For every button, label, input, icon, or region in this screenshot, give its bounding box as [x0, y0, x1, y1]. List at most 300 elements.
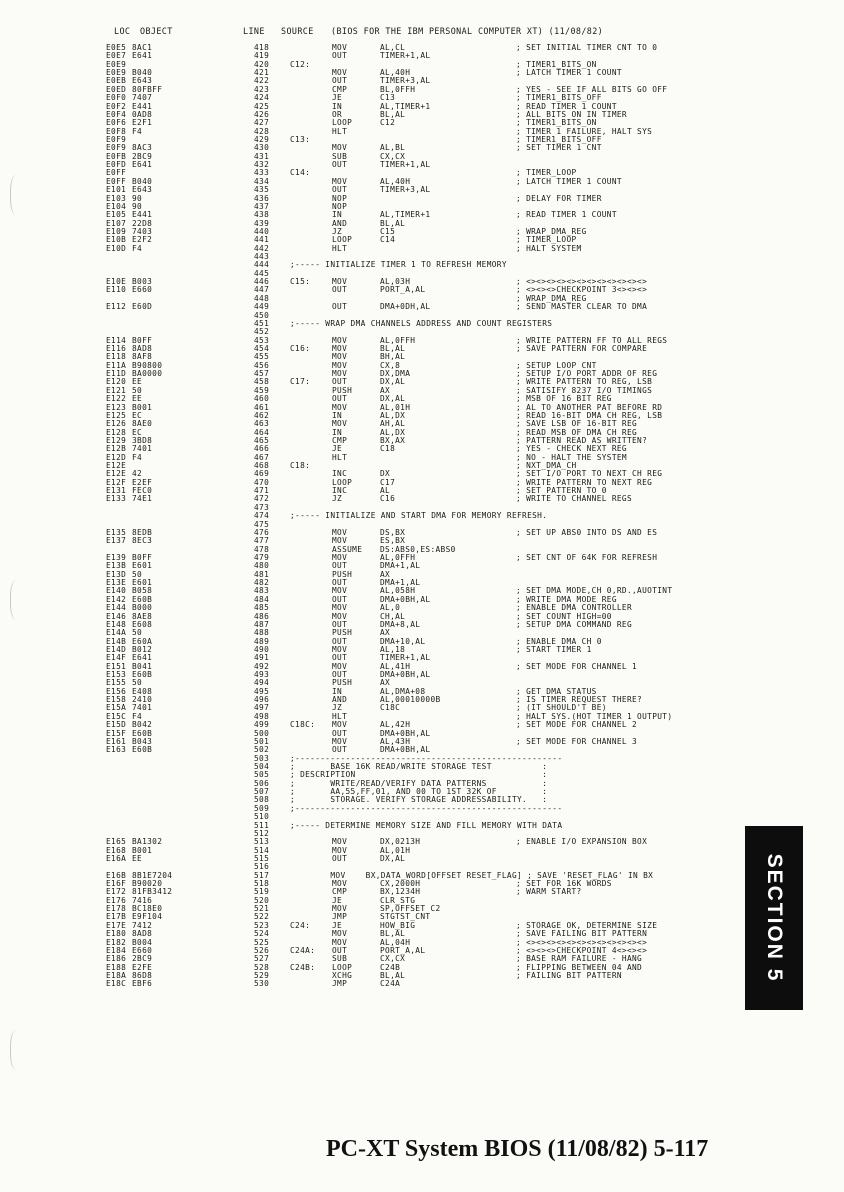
object-code-cell: 90 [132, 193, 143, 203]
mnemonic-cell: SUB [332, 151, 348, 161]
location-cell: E114 [106, 335, 127, 345]
location-cell: E140 [106, 586, 127, 596]
location-cell: E15F [106, 728, 127, 738]
comment-cell: ; SETUP DMA COMMAND REG [516, 619, 633, 629]
line-number-cell: 452 [254, 327, 270, 337]
object-code-cell: 7407 [132, 93, 153, 103]
mnemonic-cell: LOOP [332, 962, 353, 972]
mnemonic-cell: OUT [332, 302, 348, 312]
line-number-cell: 457 [254, 369, 270, 378]
comment-cell: ; SET I/O PORT TO NEXT CH REG [516, 469, 663, 479]
mnemonic-cell: MOV [332, 904, 348, 914]
mnemonic-cell: MOV [332, 586, 348, 596]
mnemonic-cell: MOV [332, 43, 348, 52]
mnemonic-cell: ASSUME [332, 544, 363, 554]
line-number-cell: 489 [254, 636, 270, 646]
operand-cell: AL,40H [380, 68, 411, 78]
location-cell: E0F0 [106, 93, 127, 103]
line-number-cell: 513 [254, 837, 270, 847]
line-number-cell: 477 [254, 536, 270, 546]
location-cell: E107 [106, 218, 127, 228]
comment-cell: ; READ MSB OF DMA CH REG [516, 427, 638, 437]
operand-cell: CH,AL [380, 611, 406, 621]
object-code-cell: EC [132, 410, 143, 420]
comment-cell: ; LATCH TIMER 1 COUNT [516, 176, 622, 186]
location-cell: E0E9 [106, 68, 127, 78]
operand-cell: AL,0FFH [380, 553, 416, 562]
section-tab [745, 826, 803, 1010]
line-number-cell: 439 [254, 218, 270, 228]
line-number-cell: 516 [254, 862, 270, 872]
line-number-cell: 427 [254, 118, 270, 128]
mnemonic-cell: OUT [332, 51, 348, 61]
line-number-cell: 469 [254, 469, 270, 479]
comment-cell: ; <><><><><><><><><><><><> [516, 277, 648, 287]
mnemonic-cell: JZ [332, 703, 343, 713]
object-code-cell: E441 [132, 101, 153, 111]
object-code-cell: E60B [132, 728, 153, 738]
comment-cell: ; WRITE PATTERN FF TO ALL REGS [516, 335, 668, 345]
comment-cell: ; SAVE LSB OF 16-BIT REG [516, 419, 638, 429]
comment-cell: ; READ 16-BIT DMA CH REG, LSB [516, 410, 663, 420]
line-number-cell: 433 [254, 168, 270, 178]
operand-cell: PORT_A,AL [380, 285, 426, 295]
line-number-cell: 528 [254, 962, 270, 972]
object-code-cell: E60B [132, 745, 153, 755]
line-number-cell: 456 [254, 360, 270, 370]
comment-cell: ; <><><>CHECKPOINT 3<><><> [516, 285, 648, 295]
line-number-cell: 496 [254, 695, 270, 705]
mnemonic-cell: JE [332, 920, 343, 930]
mnemonic-cell: MOV [332, 527, 348, 537]
line-number-cell: 508 [254, 795, 270, 805]
comment-cell: ; SETUP LOOP CNT [516, 360, 597, 370]
line-number-cell: 517 [254, 870, 270, 880]
line-number-cell: 462 [254, 410, 270, 420]
location-cell: E14D [106, 644, 127, 654]
object-code-cell: B043 [132, 736, 153, 746]
location-cell: E12B [106, 444, 127, 454]
source-text-cell: ;----- DETERMINE MEMORY SIZE AND FILL MEMORY WITH DATA [290, 820, 563, 830]
line-number-cell: 473 [254, 502, 270, 512]
object-code-cell: 0AD8 [132, 109, 153, 119]
object-code-cell: BC18E0 [132, 904, 163, 914]
line-number-cell: 485 [254, 603, 270, 613]
mnemonic-cell: MOV [332, 720, 348, 730]
label-cell: C24B: [290, 962, 316, 972]
mnemonic-cell: OUT [332, 853, 348, 863]
operand-cell: AL,43H [380, 736, 411, 746]
location-cell: E101 [106, 185, 127, 195]
comment-cell: ; SET MODE FOR CHANNEL 2 [516, 720, 638, 730]
mnemonic-cell: MOV [332, 68, 348, 78]
line-number-cell: 425 [254, 101, 270, 111]
comment-cell: ; SAVE PATTERN FOR COMPARE [516, 344, 648, 353]
object-code-cell: EBF6 [132, 979, 153, 989]
operand-cell: CX,8 [380, 360, 401, 370]
mnemonic-cell: OUT [332, 160, 348, 169]
line-number-cell: 434 [254, 176, 270, 186]
operand-cell: HOW_BIG [380, 920, 416, 930]
location-cell: E10D [106, 243, 127, 253]
mnemonic-cell: IN [332, 410, 343, 420]
object-code-cell: F4 [132, 126, 143, 136]
line-number-cell: 441 [254, 235, 270, 245]
operand-cell: DMA+10,AL [380, 636, 426, 646]
mnemonic-cell: AND [332, 695, 348, 705]
mnemonic-cell: IN [332, 101, 343, 111]
operand-cell: C18 [380, 444, 396, 454]
location-cell: E120 [106, 377, 127, 387]
object-code-cell: 80FBFF [132, 84, 163, 94]
mnemonic-cell: MOV [332, 360, 348, 370]
line-number-cell: 525 [254, 937, 270, 947]
mnemonic-cell: MOV [332, 929, 348, 939]
object-code-cell: B004 [132, 937, 153, 947]
location-cell: E142 [106, 594, 127, 604]
comment-cell: ; PATTERN READ AS WRITTEN? [516, 435, 648, 445]
column-header-object: OBJECT [140, 26, 173, 36]
location-cell: E12E [106, 469, 127, 479]
location-cell: E14F [106, 653, 127, 663]
line-number-cell: 519 [254, 887, 270, 897]
source-text-cell: ;----- INITIALIZE TIMER 1 TO REFRESH MEMORY [290, 260, 507, 270]
line-number-cell: 509 [254, 803, 270, 813]
object-code-cell: EE [132, 394, 143, 404]
line-number-cell: 497 [254, 703, 270, 713]
object-code-cell: EE [132, 377, 143, 387]
label-cell: C24: [290, 920, 311, 930]
source-text-cell: ;----- WRAP DMA CHANNELS ADDRESS AND COUNT REGISTERS [290, 318, 553, 328]
line-number-cell: 523 [254, 920, 270, 930]
object-code-cell: F4 [132, 711, 143, 721]
object-code-cell: 7401 [132, 703, 153, 713]
line-number-cell: 480 [254, 561, 270, 571]
location-cell: E151 [106, 661, 127, 671]
mnemonic-cell: MOV [332, 879, 348, 888]
location-cell: E165 [106, 837, 127, 847]
location-cell: E155 [106, 678, 127, 688]
section-tab-label: SECTION 5 [763, 853, 786, 983]
location-cell: E13E [106, 578, 127, 587]
operand-cell: TIMER+3,AL [380, 185, 431, 195]
line-number-cell: 510 [254, 812, 270, 822]
object-code-cell: B041 [132, 661, 153, 671]
mnemonic-cell: OUT [332, 578, 348, 587]
line-number-cell: 499 [254, 720, 270, 730]
location-cell: E0FD [106, 160, 127, 169]
comment-cell: ; TIMER1_BITS_OFF [516, 135, 602, 144]
mnemonic-cell: OUT [332, 619, 348, 629]
object-code-cell: B040 [132, 68, 153, 78]
line-number-cell: 459 [254, 385, 270, 395]
line-number-cell: 430 [254, 143, 270, 153]
line-number-cell: 451 [254, 318, 270, 328]
operand-cell: DMA+1,AL [380, 561, 421, 571]
location-cell: E0ED [106, 84, 127, 94]
comment-cell: ; TIMER_LOOP [516, 235, 577, 245]
location-cell: E15A [106, 703, 127, 713]
line-number-cell: 464 [254, 427, 270, 437]
object-code-cell: 50 [132, 569, 143, 579]
location-cell: E133 [106, 494, 127, 504]
location-cell: E156 [106, 686, 127, 696]
mnemonic-cell: SUB [332, 954, 348, 964]
object-code-cell: E2EF [132, 477, 153, 487]
location-cell: E12F [106, 477, 127, 487]
operand-cell: AL,03H [380, 277, 411, 287]
comment-cell: ; SET MODE FOR CHANNEL 1 [516, 661, 638, 671]
label-cell: C16: [290, 344, 311, 353]
object-code-cell: 2BC9 [132, 151, 153, 161]
mnemonic-cell: XCHG [332, 971, 353, 980]
location-cell: E10E [106, 277, 127, 287]
line-number-cell: 471 [254, 486, 270, 496]
mnemonic-cell: JZ [332, 226, 343, 236]
mnemonic-cell: MOV [332, 352, 348, 362]
mnemonic-cell: OUT [332, 636, 348, 646]
line-number-cell: 488 [254, 628, 270, 638]
mnemonic-cell: JE [332, 93, 343, 103]
line-number-cell: 423 [254, 84, 270, 94]
mnemonic-cell: MOV [332, 344, 348, 353]
operand-cell: AL,058H [380, 586, 416, 596]
operand-cell: C16 [380, 494, 396, 504]
object-code-cell: E601 [132, 578, 153, 587]
line-number-cell: 475 [254, 519, 270, 529]
operand-cell: BX,AX [380, 435, 406, 445]
comment-cell: ; ENABLE DMA CH 0 [516, 636, 602, 646]
object-code-cell: EE [132, 853, 143, 863]
comment-cell: ; TIMER1_BITS_ON [516, 59, 597, 69]
line-number-cell: 484 [254, 594, 270, 604]
location-cell: E118 [106, 352, 127, 362]
mnemonic-cell: CMP [332, 887, 348, 897]
line-number-cell: 465 [254, 435, 270, 445]
line-number-cell: 435 [254, 185, 270, 195]
mnemonic-cell: AND [332, 218, 348, 228]
location-cell: E135 [106, 527, 127, 537]
source-text-cell: ;----------------------------------------------------- [290, 753, 563, 763]
line-number-cell: 428 [254, 126, 270, 136]
mnemonic-cell: MOV [332, 277, 348, 287]
mnemonic-cell: MOV [332, 611, 348, 621]
comment-cell: ; READ TIMER 1 COUNT [516, 210, 617, 220]
comment-cell: ; ENABLE I/O EXPANSION BOX [516, 837, 648, 847]
mnemonic-cell: OUT [332, 728, 348, 738]
label-cell: C14: [290, 168, 311, 178]
scan-mark [10, 1030, 25, 1070]
object-code-cell: 7403 [132, 226, 153, 236]
object-code-cell: BA0000 [132, 369, 163, 378]
object-code-cell: B040 [132, 176, 153, 186]
location-cell: E0F9 [106, 135, 127, 144]
mnemonic-cell: PUSH [332, 569, 353, 579]
label-cell: C17: [290, 377, 311, 387]
location-cell: E0F4 [106, 109, 127, 119]
mnemonic-cell: MOV [332, 603, 348, 613]
object-code-cell: F4 [132, 243, 143, 253]
location-cell: E0F2 [106, 101, 127, 111]
location-cell: E105 [106, 210, 127, 220]
line-number-cell: 494 [254, 678, 270, 688]
comment-cell: ; START TIMER 1 [516, 644, 592, 654]
object-code-cell: E441 [132, 210, 153, 220]
object-code-cell: 8EC3 [132, 536, 153, 546]
comment-cell: ; BASE RAM FAILURE - HANG [516, 954, 643, 964]
line-number-cell: 445 [254, 268, 270, 278]
comment-cell: ; HALT SYSTEM [516, 243, 582, 253]
line-number-cell: 460 [254, 394, 270, 404]
location-cell: E180 [106, 929, 127, 939]
source-text-cell: ; DESCRIPTION : [290, 770, 548, 780]
mnemonic-cell: MOV [332, 536, 348, 546]
location-cell: E161 [106, 736, 127, 746]
object-code-cell: E2FE [132, 962, 153, 972]
comment-cell: ; TIMER_LOOP [516, 168, 577, 178]
object-code-cell: 7412 [132, 920, 153, 930]
operand-cell: AL,40H [380, 176, 411, 186]
location-cell: E121 [106, 385, 127, 395]
comment-cell: ; SATISIFY 8237 I/O TIMINGS [516, 385, 653, 395]
mnemonic-cell: JZ [332, 494, 343, 504]
location-cell: E172 [106, 887, 127, 897]
operand-cell: C14 [380, 235, 396, 245]
object-code-cell: 8EDB [132, 527, 153, 537]
line-number-cell: 505 [254, 770, 270, 780]
mnemonic-cell: OUT [332, 945, 348, 955]
operand-cell: C17 [380, 477, 396, 487]
mnemonic-cell: MOV [332, 937, 348, 947]
object-code-cell: 8AE8 [132, 611, 153, 621]
operand-cell: BL,AL [380, 109, 406, 119]
source-text-cell: ;----- INITIALIZE AND START DMA FOR MEMORY REFRESH. [290, 511, 548, 521]
comment-cell: ; LATCH TIMER 1 COUNT [516, 68, 622, 78]
operand-cell: ES,BX [380, 536, 406, 546]
source-text-cell: MOV BX,DATA_WORD[OFFSET RESET_FLAG] ; SAVE 'RESET_FLAG' IN BX [290, 870, 654, 880]
mnemonic-cell: HLT [332, 243, 348, 253]
object-code-cell: 22D8 [132, 218, 153, 228]
operand-cell: BL,AL [380, 929, 406, 939]
line-number-cell: 491 [254, 653, 270, 663]
operand-cell: DX,AL [380, 394, 406, 404]
location-cell: E0FF [106, 176, 127, 186]
line-number-cell: 482 [254, 578, 270, 587]
comment-cell: ; SET FOR 16K WORDS [516, 879, 612, 888]
source-text-cell: ;----------------------------------------------------- [290, 803, 563, 813]
operand-cell: BX,1234H [380, 887, 421, 897]
label-cell: C24A: [290, 945, 316, 955]
line-number-cell: 455 [254, 352, 270, 362]
operand-cell: SP,OFFSET C2 [380, 904, 441, 914]
operand-cell: BL,AL [380, 218, 406, 228]
location-cell: E18C [106, 979, 127, 989]
line-number-cell: 501 [254, 736, 270, 746]
line-number-cell: 512 [254, 828, 270, 838]
operand-cell: AL [380, 486, 391, 496]
operand-cell: C18C [380, 703, 401, 713]
line-number-cell: 420 [254, 59, 270, 69]
comment-cell: ; <><><>CHECKPOINT 4<><><> [516, 945, 648, 955]
operand-cell: TIMER+3,AL [380, 76, 431, 86]
mnemonic-cell: MOV [332, 845, 348, 855]
operand-cell: AL,00010000B [380, 695, 441, 705]
line-number-cell: 504 [254, 762, 270, 771]
mnemonic-cell: MOV [332, 837, 348, 847]
location-cell: E0E5 [106, 43, 127, 52]
object-code-cell: E2F2 [132, 235, 153, 245]
comment-cell: ; SET PATTERN TO 0 [516, 486, 607, 496]
label-cell: C13: [290, 135, 311, 144]
comment-cell: ; (IT SHOULD'T BE) [516, 703, 607, 713]
comment-cell: ; STORAGE OK, DETERMINE SIZE [516, 920, 658, 930]
object-code-cell: FEC0 [132, 486, 153, 496]
line-number-cell: 442 [254, 243, 270, 253]
object-code-cell: B003 [132, 277, 153, 287]
line-number-cell: 438 [254, 210, 270, 220]
operand-cell: AX [380, 569, 391, 579]
line-number-cell: 447 [254, 285, 270, 295]
location-cell: E0FB [106, 151, 127, 161]
object-code-cell: 50 [132, 678, 143, 688]
line-number-cell: 440 [254, 226, 270, 236]
column-header-source: SOURCE [281, 26, 314, 36]
location-cell: E0F8 [106, 126, 127, 136]
mnemonic-cell: IN [332, 427, 343, 437]
source-text-cell: ; WRITE/READ/VERIFY DATA PATTERNS : [290, 778, 548, 788]
mnemonic-cell: INC [332, 469, 348, 479]
operand-cell: DX,0213H [380, 837, 421, 847]
operand-cell: TIMER+1,AL [380, 653, 431, 663]
comment-cell: ; SET MODE FOR CHANNEL 3 [516, 736, 638, 746]
line-number-cell: 453 [254, 335, 270, 345]
comment-cell: ; SET TIMER 1 CNT [516, 143, 602, 153]
mnemonic-cell: PUSH [332, 678, 353, 688]
mnemonic-cell: LOOP [332, 235, 353, 245]
location-cell: E125 [106, 410, 127, 420]
comment-cell: ; WRAP_DMA_REG [516, 293, 587, 303]
operand-cell: AL,CL [380, 43, 406, 52]
location-cell: E123 [106, 402, 127, 412]
object-code-cell: 8B1E7204 [132, 870, 173, 880]
location-cell: E188 [106, 962, 127, 972]
operand-cell: AL,DX [380, 410, 406, 420]
label-cell: C18C: [290, 720, 316, 730]
line-number-cell: 474 [254, 511, 270, 521]
location-cell: E17E [106, 920, 127, 930]
operand-cell: AL,01H [380, 402, 411, 412]
operand-cell: DMA+1,AL [380, 578, 421, 587]
object-code-cell: 8AC3 [132, 143, 153, 153]
object-code-cell: E660 [132, 945, 153, 955]
comment-cell: ; DELAY FOR TIMER [516, 193, 602, 203]
line-number-cell: 481 [254, 569, 270, 579]
comment-cell: ; SET COUNT HIGH=00 [516, 611, 612, 621]
line-number-cell: 431 [254, 151, 270, 161]
object-code-cell: E643 [132, 76, 153, 86]
operand-cell: BH,AL [380, 352, 406, 362]
location-cell: E0E7 [106, 51, 127, 61]
page-footer: PC-XT System BIOS (11/08/82) 5-117 [326, 1136, 709, 1162]
mnemonic-cell: MOV [332, 661, 348, 671]
operand-cell: DMA+0BH,AL [380, 745, 431, 755]
location-cell: E103 [106, 193, 127, 203]
operand-cell: DX,AL [380, 377, 406, 387]
object-code-cell: 3BD8 [132, 435, 153, 445]
object-code-cell: 8AF8 [132, 352, 153, 362]
line-number-cell: 514 [254, 845, 270, 855]
operand-cell: CX,CX [380, 954, 406, 964]
